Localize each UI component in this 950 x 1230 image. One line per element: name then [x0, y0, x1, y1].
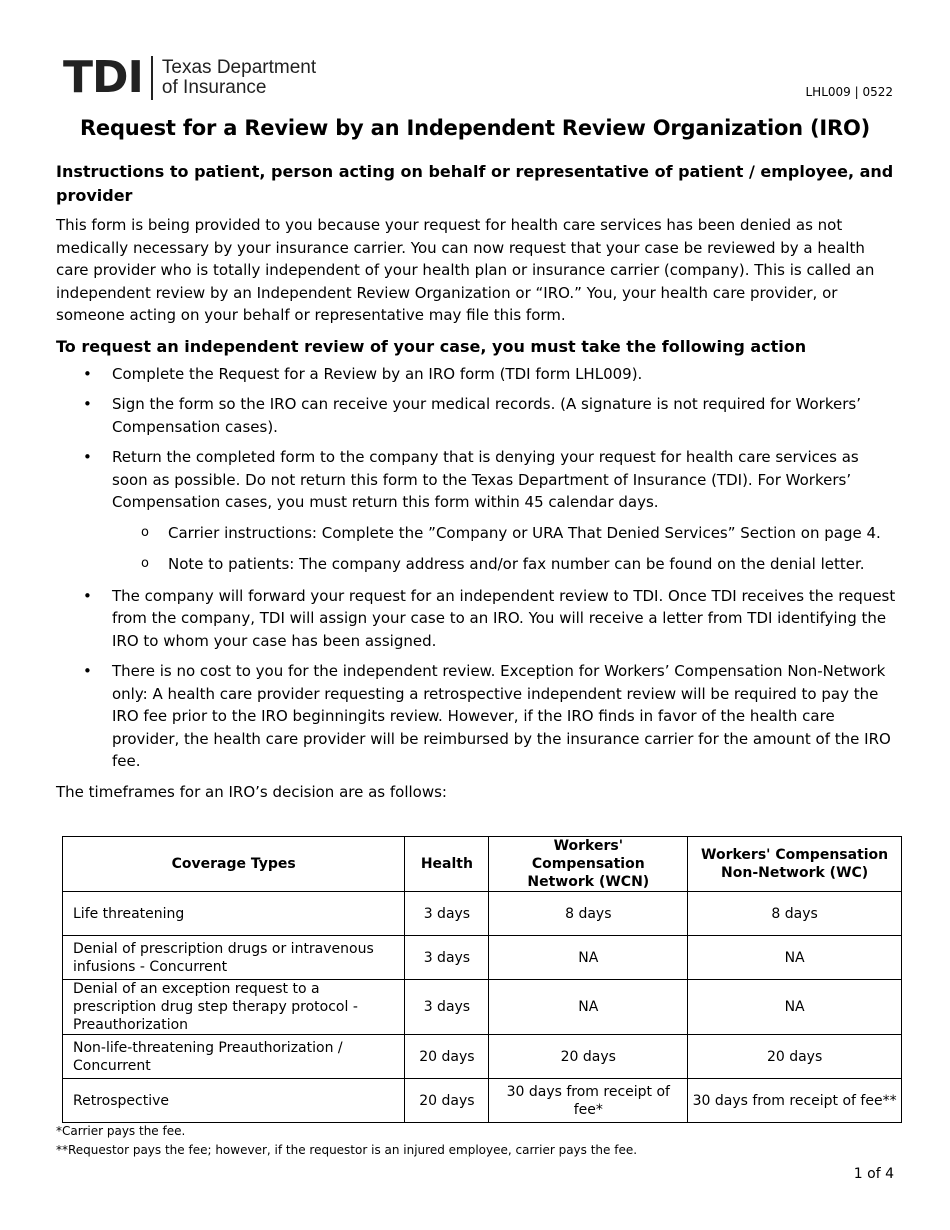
page-number: 1 of 4: [853, 1166, 894, 1182]
list-item: • Sign the form so the IRO can receive your medical records. (A signature is not required for Workers’ Compensation cases).: [56, 393, 896, 438]
column-header: Health: [405, 837, 489, 892]
table-cell: 20 days: [405, 1035, 489, 1079]
table-cell: 3 days: [405, 980, 489, 1035]
table-cell: NA: [688, 936, 902, 980]
table-cell: NA: [489, 980, 688, 1035]
table-row: [63, 1035, 902, 1079]
table-cell: 30 days from receipt of fee*: [489, 1079, 688, 1123]
table-cell: Retrospective: [63, 1079, 405, 1123]
table-cell: 20 days: [489, 1035, 688, 1079]
action-heading: To request an independent review of your case, you must take the following action: [56, 336, 807, 356]
footnote-carrier: *Carrier pays the fee.: [56, 1124, 186, 1138]
table-cell: 8 days: [489, 892, 688, 936]
table-cell: 20 days: [688, 1035, 902, 1079]
form-id: LHL009 | 0522: [805, 85, 893, 99]
table-cell: 3 days: [405, 892, 489, 936]
table-row: [63, 980, 902, 1035]
page-title: Request for a Review by an Independent Review Organization (IRO): [79, 116, 871, 140]
instructions-section: [56, 160, 896, 803]
column-header: Workers' Compensation Network (WCN): [489, 837, 688, 892]
sub-list: [112, 522, 896, 576]
table-cell: 20 days: [405, 1079, 489, 1123]
logo-divider: [151, 56, 153, 100]
table-cell: 30 days from receipt of fee**: [688, 1079, 902, 1123]
column-header: Coverage Types: [63, 837, 405, 892]
table-cell: Denial of an exception request to a prescription drug step therapy protocol - Preauthorization: [63, 980, 405, 1035]
timeframes-intro: The timeframes for an IRO’s decision are as follows:: [56, 782, 447, 801]
footnote-requestor: **Requestor pays the fee; however, if the requestor is an injured employee, carrier pays the fee.: [56, 1143, 638, 1157]
table-row: [63, 936, 902, 980]
intro-paragraph: This form is being provided to you because your request for health care services has been denied as not medically necessary by your insurance carrier. You can now request that your case be reviewed by a health care provider who is totally independent of your health plan or insurance carrier (company). This is called an independent review by an Independent Review Organization or “IRO.” You, your health care provider, or someone acting on your behalf or representative may file this form.: [56, 216, 875, 324]
list-item: • There is no cost to you for the independent review. Exception for Workers’ Compensation Non-Network only: A health care provider requesting a retrospective independent review will be required to pay the IRO fee prior to the IRO beginningits review. However, if the IRO finds in favor of the health care provider, the health care provider will be reimbursed by the insurance carrier for the amount of the IRO fee.: [56, 660, 896, 773]
tdi-logo-mark: TDI: [63, 52, 143, 103]
table-cell: NA: [489, 936, 688, 980]
logo-line-2: of Insurance: [161, 77, 267, 98]
logo-text: [162, 58, 316, 98]
timeframes-table: [62, 836, 902, 1123]
sub-list-item: o Carrier instructions: Complete the ”Company or URA That Denied Services” Section on page 4.: [112, 522, 896, 545]
column-header: Workers' Compensation Non-Network (WC): [688, 837, 902, 892]
instructions-heading: Instructions to patient, person acting on behalf or representative of patient / employee, and provider: [56, 162, 894, 205]
tdi-logo: [63, 52, 317, 103]
table-header-row: [63, 837, 902, 892]
table-cell: Life threatening: [63, 892, 405, 936]
table-row: [63, 1079, 902, 1123]
table-row: [63, 892, 902, 936]
list-item: • Return the completed form to the company that is denying your request for health care services as soon as possible. Do not return this form to the Texas Department of Insurance (TDI). For Workers’ Compensation cases, you must return this form within 45 calendar days. o Carrier instructions: Complete the ”Company or URA That Denied Services” Section on page 4. o Note to patients: The company address and/or fax number can be found on the denial letter.: [56, 446, 896, 576]
table-cell: Non-life-threatening Preauthorization / Concurrent: [63, 1035, 405, 1079]
table-cell: 3 days: [405, 936, 489, 980]
sub-list-item: o Note to patients: The company address and/or fax number can be found on the denial letter.: [112, 553, 896, 576]
action-list: [56, 363, 896, 773]
list-item: • Complete the Request for a Review by an IRO form (TDI form LHL009).: [56, 363, 896, 386]
logo-line-1: Texas Department: [161, 57, 317, 78]
table-cell: Denial of prescription drugs or intravenous infusions - Concurrent: [63, 936, 405, 980]
table-cell: 8 days: [688, 892, 902, 936]
list-item: • The company will forward your request for an independent review to TDI. Once TDI receives the request from the company, TDI will assign your case to an IRO. You will receive a letter from TDI identifying the IRO to whom your case has been assigned.: [56, 585, 896, 653]
table-cell: NA: [688, 980, 902, 1035]
